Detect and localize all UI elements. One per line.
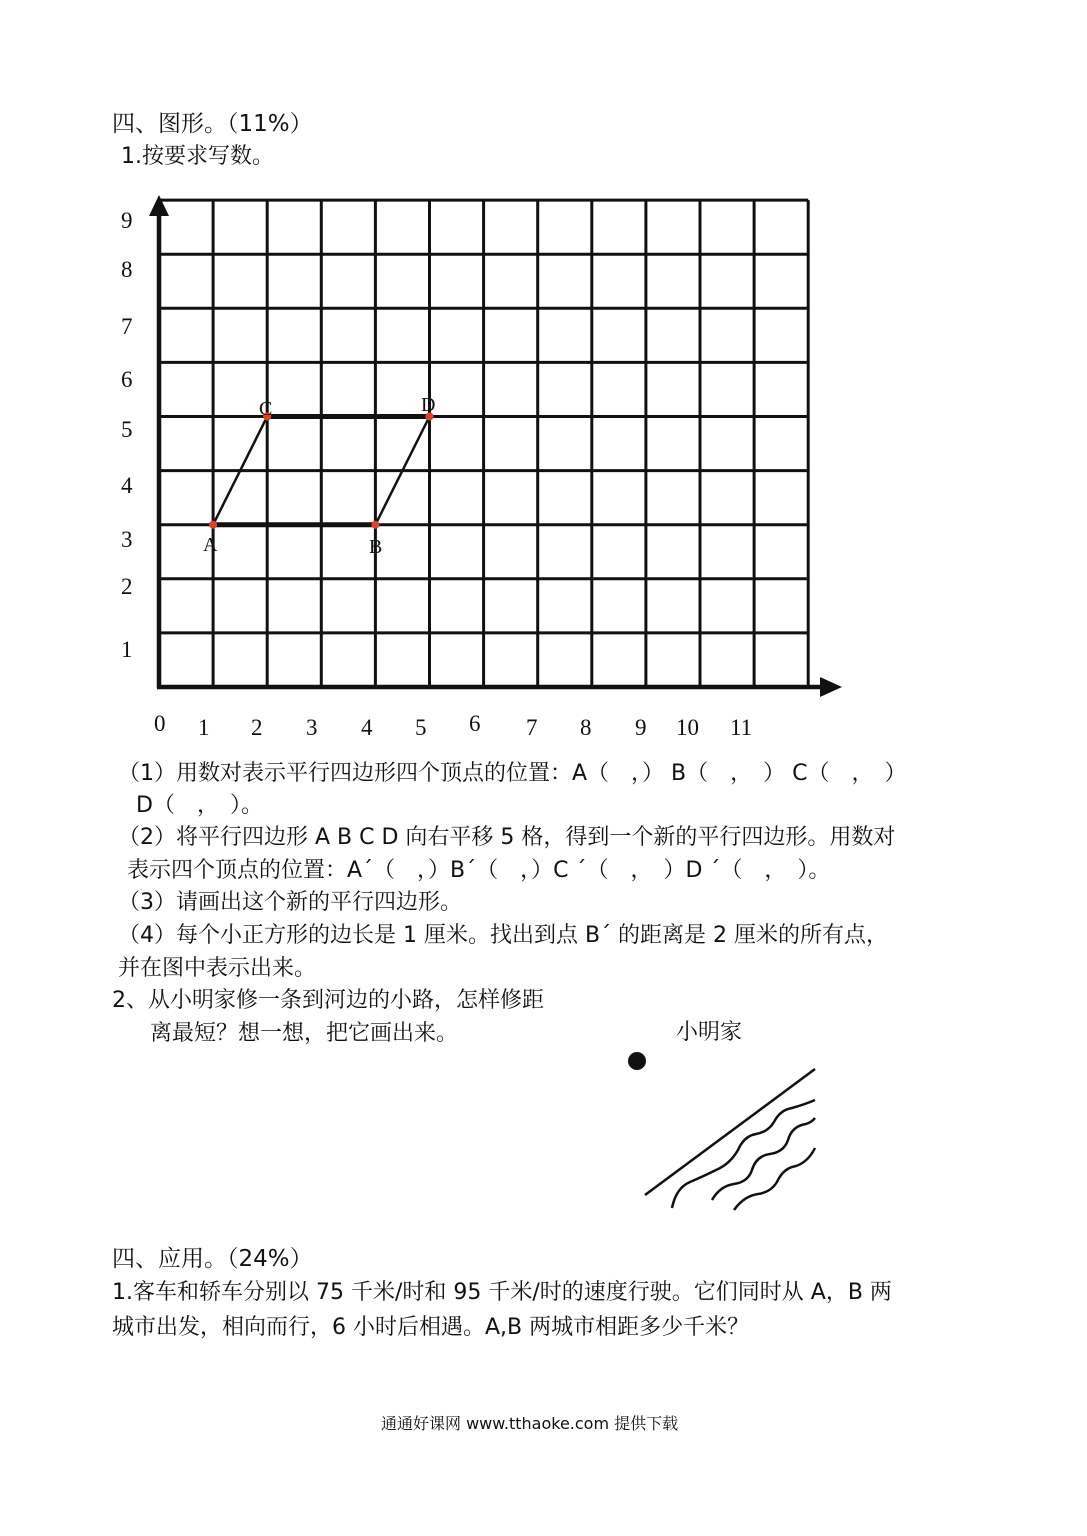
footer-text: 通通好课网 www.tthaoke.com 提供下载 [381,1414,679,1433]
question-2-line-1: 2、从小明家修一条到河边的小路，怎样修距 [112,988,544,1013]
sub-question-2-line-1: （2）将平行四边形 A B C D 向右平移 5 格，得到一个新的平行四边形。用数对 [118,825,896,850]
point-label-d: D [421,394,436,416]
home-dot [628,1052,646,1070]
x-label-10: 10 [676,715,699,740]
application-question-1-line-1: 1.客车和轿车分别以 75 千米/时和 95 千米/时的速度行驶。它们同时从 A，B 两 [112,1280,892,1305]
point-label-b: B [369,536,383,558]
application-question-1-line-2: 城市出发，相向而行，6 小时后相遇。A,B 两城市相距多少千米？ [112,1315,750,1340]
point-label-a: A [203,534,218,556]
y-label-7: 7 [121,314,133,339]
x-label-1: 1 [198,715,210,740]
x-label-7: 7 [526,715,538,740]
y-label-3: 3 [121,527,133,552]
home-label: 小明家 [676,1020,743,1045]
y-label-6: 6 [121,367,133,392]
sub-question-4-line-2: 并在图中表示出来。 [118,956,317,981]
x-label-2: 2 [251,715,263,740]
sub-question-1-line-2: D（ ， ）。 [136,793,263,818]
x-label-0: 0 [154,711,166,736]
x-label-9: 9 [635,715,647,740]
sub-question-3: （3）请画出这个新的平行四边形。 [118,890,462,915]
sub-question-2-line-2: 表示四个顶点的位置：A´（ ，）B´（ ，）C ´（ ， ）D ´（ ， ）。 [127,858,831,883]
x-label-8: 8 [580,715,592,740]
y-label-2: 2 [121,574,133,599]
question-1-title: 1.按要求写数。 [121,144,274,169]
x-label-4: 4 [361,715,373,740]
sub-question-4-line-1: （4）每个小正方形的边长是 1 厘米。找出到点 B´ 的距离是 2 厘米的所有点， [118,923,889,948]
riverbank-line [645,1069,815,1195]
y-label-9: 9 [121,208,133,233]
y-label-5: 5 [121,417,133,442]
river-wave-1 [672,1100,815,1208]
y-label-8: 8 [121,257,133,282]
x-label-11: 11 [730,715,753,740]
x-label-3: 3 [306,715,318,740]
section-title-application: 四、应用。（24%） [112,1246,313,1272]
sub-question-1-line-1: （1）用数对表示平行四边形四个顶点的位置：A（ ，） B（ ， ） C（ ， ） [118,761,907,786]
x-label-5: 5 [415,715,427,740]
river-wave-2 [712,1118,815,1200]
point-label-c: C [259,398,273,420]
question-2-line-2: 离最短？想一想，把它画出来。 [150,1021,459,1046]
x-label-6: 6 [469,711,481,736]
y-label-4: 4 [121,473,133,498]
y-label-1: 1 [121,637,133,662]
section-title-shapes: 四、图形。（11%） [112,111,313,137]
